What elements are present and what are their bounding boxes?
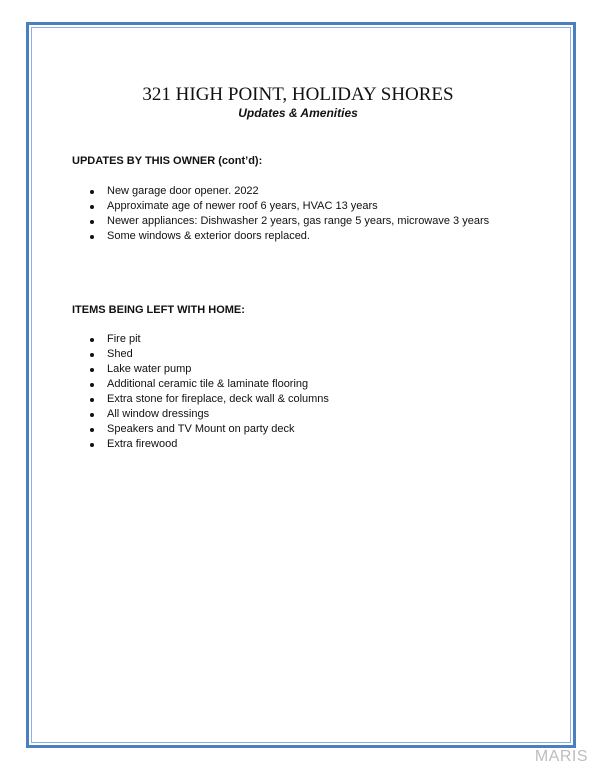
section-heading-updates: UPDATES BY THIS OWNER (cont’d): [72,155,263,167]
list-item: Additional ceramic tile & laminate flooring [88,377,329,392]
list-item: Extra firewood [88,437,329,452]
list-item: Extra stone for fireplace, deck wall & columns [88,392,329,407]
list-item: Fire pit [88,332,329,347]
list-item: Speakers and TV Mount on party deck [88,422,329,437]
list-item: Approximate age of newer roof 6 years, HVAC 13 years [88,199,489,214]
items-left-list [88,332,329,452]
maris-watermark: MARIS [534,748,588,765]
list-item: New garage door opener. 2022 [88,184,489,199]
list-item: Newer appliances: Dishwasher 2 years, gas range 5 years, microwave 3 years [88,214,489,229]
list-item: All window dressings [88,407,329,422]
list-item: Some windows & exterior doors replaced. [88,229,489,244]
document-title: 321 HIGH POINT, HOLIDAY SHORES [142,84,454,105]
section-heading-items-left: ITEMS BEING LEFT WITH HOME: [72,304,245,316]
updates-list [88,184,489,244]
list-item: Shed [88,347,329,362]
document-subtitle: Updates & Amenities [238,106,358,120]
list-item: Lake water pump [88,362,329,377]
